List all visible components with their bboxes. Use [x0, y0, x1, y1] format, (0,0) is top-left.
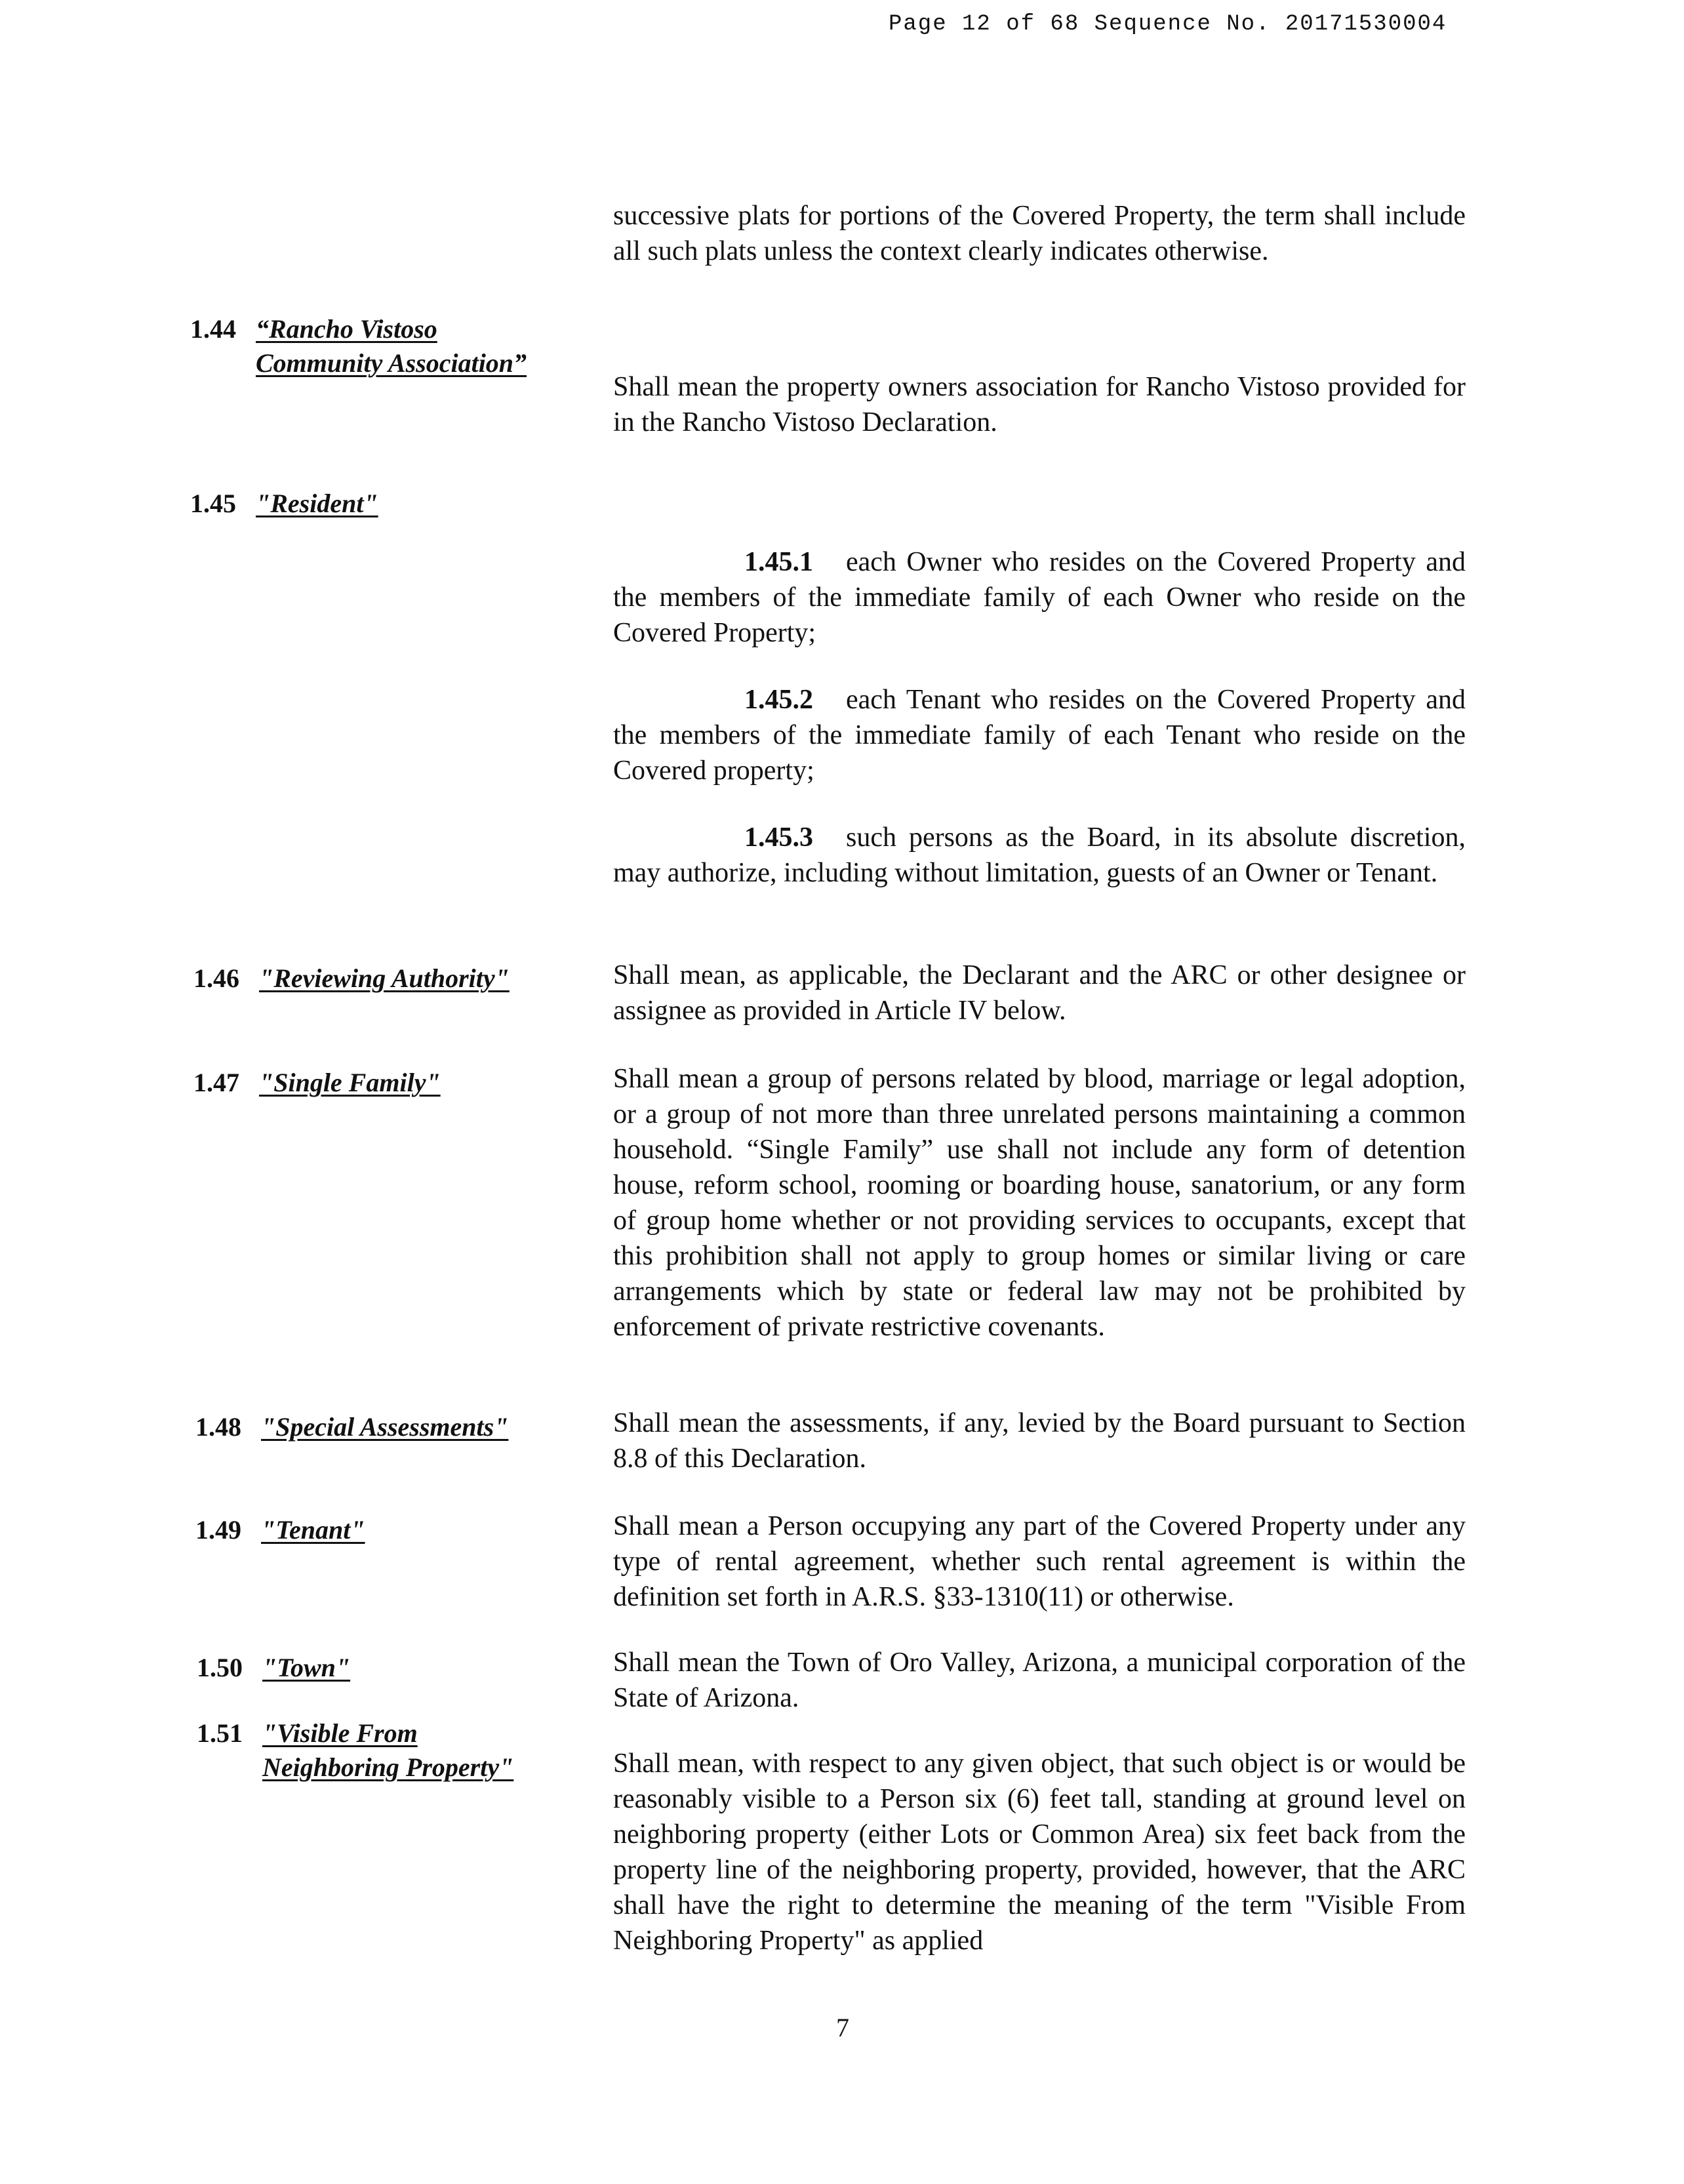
document-header-stamp: Page 12 of 68 Sequence No. 20171530004 — [889, 12, 1447, 37]
section-number: 1.45 — [190, 489, 236, 518]
subsection-1-45-3 — [613, 820, 1466, 891]
term-name-continued: Neighboring Property" — [262, 1752, 514, 1782]
definition-text-1-49: Shall mean a Person occupying any part of the Covered Property under any type of rental agreement, whether such rental agreement is within the definition set forth in A.R.S. §33-1310(11) or otherwise. — [613, 1511, 1466, 1612]
section-number: 1.48 — [195, 1412, 241, 1442]
definition-text-1-48: Shall mean the assessments, if any, levied by the Board pursuant to Section 8.8 of this Declaration. — [613, 1408, 1466, 1474]
definition-term-1-49 — [195, 1513, 365, 1547]
term-name: "Town" — [262, 1653, 351, 1682]
term-name: "Reviewing Authority" — [259, 963, 510, 993]
definition-term-1-44 — [190, 312, 527, 380]
definition-text-1-50: Shall mean the Town of Oro Valley, Arizona, a municipal corporation of the State of Arizona. — [613, 1648, 1466, 1713]
term-name: "Single Family" — [259, 1068, 441, 1097]
section-number: 1.47 — [193, 1068, 239, 1097]
subsection-text: each Tenant who resides on the Covered Property and the members of the immediate family of each Tenant who reside on the Covered property; — [613, 685, 1466, 786]
definition-text-1-51: Shall mean, with respect to any given object, that such object is or would be reasonably visible to a Person six (6) feet tall, standing at ground level on neighboring property (either Lots or Common Area) six feet back from the property line of the neighboring property, provided, however, that the ARC shall have the right to determine the meaning of the term "Visible From Neighboring Property" as applied — [613, 1749, 1466, 1956]
subsection-text: each Owner who resides on the Covered Property and the members of the immediate family of each Owner who reside on the Covered Property; — [613, 547, 1466, 648]
term-name: "Tenant" — [261, 1515, 365, 1545]
subsection-1-45-1 — [613, 544, 1466, 651]
term-name: "Special Assessments" — [261, 1412, 509, 1442]
definition-term-1-46 — [193, 961, 510, 996]
section-number: 1.50 — [197, 1653, 243, 1682]
subsection-number: 1.45.1 — [744, 547, 813, 577]
definition-term-1-51 — [197, 1716, 513, 1785]
definition-term-1-48 — [195, 1410, 508, 1444]
term-name: "Resident" — [256, 489, 378, 518]
subsection-number: 1.45.2 — [744, 685, 813, 715]
definition-text-1-46: Shall mean, as applicable, the Declarant and the ARC or other designee or assignee as provided in Article IV below. — [613, 960, 1466, 1026]
section-number: 1.49 — [195, 1515, 241, 1545]
definition-text-1-47: Shall mean a group of persons related by blood, marriage or legal adoption, or a group of not more than three unrelated persons maintaining a common household. “Single Family” use shall not include any form of detention house, reform school, rooming or boarding house, sanatorium, or any form of group home whether or not providing services to occupants, except that this prohibition shall not apply to group homes or similar living or care arrangements which by state or federal law may not be prohibited by enforcement of private restrictive covenants. — [613, 1064, 1466, 1342]
term-name: “Rancho Vistoso — [256, 314, 437, 344]
page-number: 7 — [836, 2013, 849, 2042]
term-name-continued: Community Association” — [256, 348, 527, 378]
definition-text-1-44: Shall mean the property owners association for Rancho Vistoso provided for in the Rancho Vistoso Declaration. — [613, 372, 1466, 437]
definition-term-1-47 — [193, 1066, 441, 1100]
definition-term-1-45 — [190, 487, 378, 521]
continuation-paragraph: successive plats for portions of the Covered Property, the term shall include all such plats unless the context clearly indicates otherwise. — [613, 201, 1466, 266]
definition-term-1-50 — [197, 1651, 350, 1685]
section-number: 1.44 — [190, 314, 236, 344]
term-name: "Visible From — [262, 1718, 418, 1748]
subsection-text: such persons as the Board, in its absolute discretion, may authorize, including without limitation, guests of an Owner or Tenant. — [613, 822, 1466, 888]
section-number: 1.51 — [197, 1718, 243, 1748]
section-number: 1.46 — [193, 963, 239, 993]
subsection-number: 1.45.3 — [744, 822, 813, 853]
subsection-1-45-2 — [613, 682, 1466, 788]
